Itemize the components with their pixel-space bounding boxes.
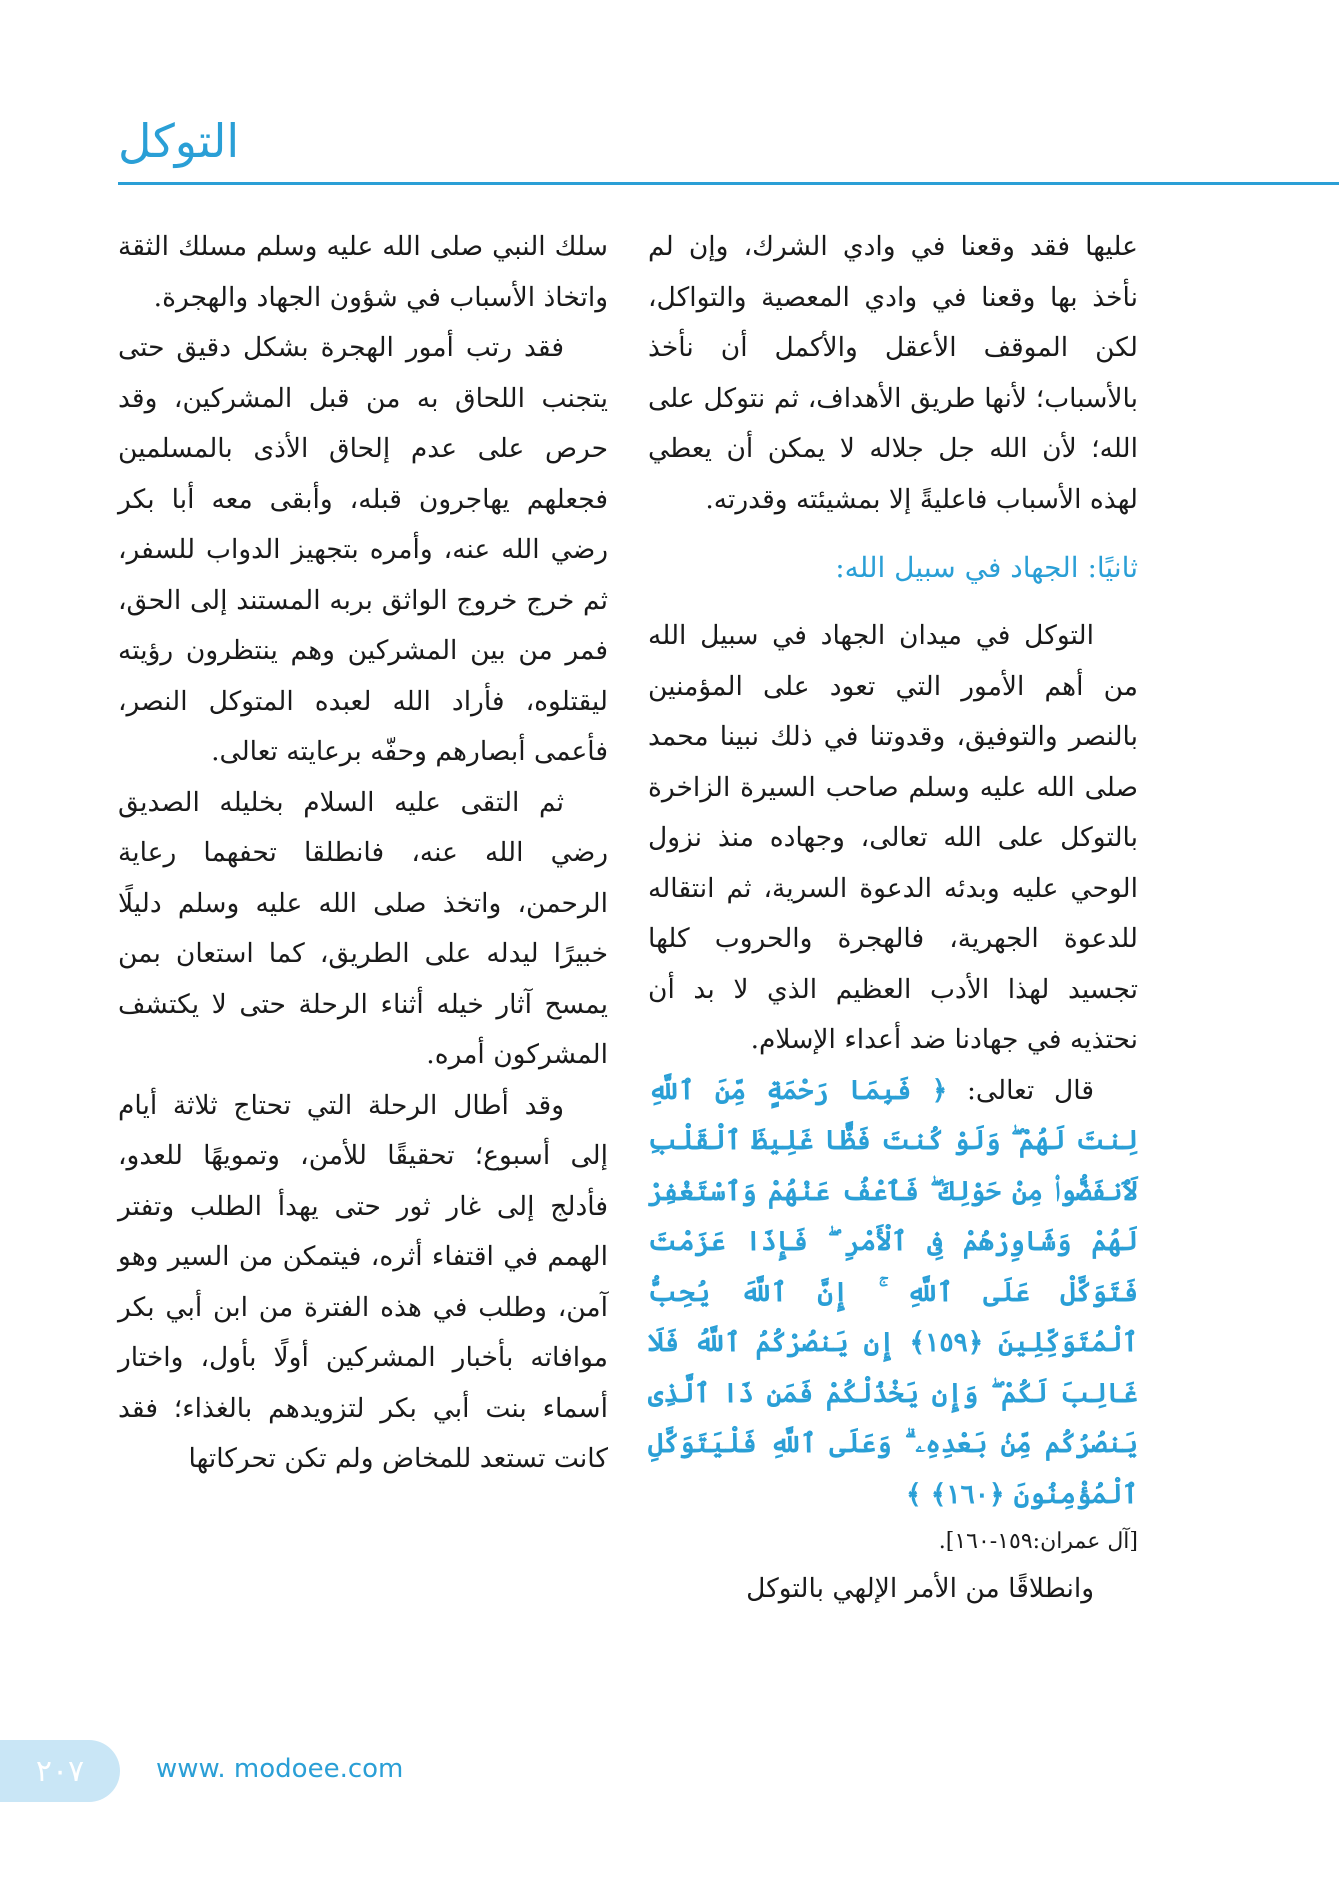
paragraph: عليها فقد وقعنا في وادي الشرك، وإن لم نأخذ بها وقعنا في وادي المعصية والتواكل، لكن الموقف الأعقل والأكمل أن نأخذ بالأسباب؛ لأنها طريق الأهداف، ثم نتوكل على الله؛ لأن الله جل جلاله لا يمكن أن يعطي لهذه الأسباب فاعليةً إلا بمشيئته وقدرته. — [648, 231, 1138, 515]
paragraph: التوكل في ميدان الجهاد في سبيل الله من أهم الأمور التي تعود على المؤمنين بالنصر والتوفيق، وقدوتنا في ذلك نبينا محمد صلى الله عليه وسلم صاحب السيرة الزاخرة بالتوكل على الله تعالى، وجهاده منذ نزول الوحي عليه وبدئه الدعوة السرية، ثم انتقاله للدعوة الجهرية، فالهجرة والحروب كلها تجسيد لهذا الأدب العظيم الذي لا بد أن نحتذيه في جهادنا ضد أعداء الإسلام. — [648, 620, 1138, 1055]
header-divider — [118, 182, 1339, 185]
paragraph: وقد أطال الرحلة التي تحتاج ثلاثة أيام إلى أسبوع؛ تحقيقًا للأمن، وتمويهًا للعدو، فأدلج إلى غار ثور حتى يهدأ الطلب وتفتر الهمم في اقتفاء أثره، فيتمكن من السير وهو آمن، وطلب في هذه الفترة من ابن أبي بكر موافاته بأخبار المشركين أولًا بأول، واختار أسماء بنت أبي بكر لتزويدهم بالغذاء؛ فقد كانت تستعد للمخاض ولم تكن تحركاتها — [118, 1089, 608, 1474]
page-title: التوكل — [118, 114, 240, 168]
left-column — [118, 222, 608, 1485]
page-number: ٢٠٧ — [35, 1753, 85, 1789]
paragraph: ثم التقى عليه السلام بخليله الصديق رضي الله عنه، فانطلقا تحفهما رعاية الرحمن، واتخذ صلى الله عليه وسلم دليلًا خبيرًا ليدله على الطريق، كما استعان بمن يمسح آثار خيله أثناء الرحلة حتى لا يكتشف المشركون أمره. — [118, 786, 608, 1070]
paragraph: وانطلاقًا من الأمر الإلهي بالتوكل — [746, 1573, 1094, 1604]
quran-verse-block — [648, 1066, 1138, 1521]
website-link[interactable]: www. modoee.com — [156, 1754, 404, 1784]
quran-verse: ﴿ فَبِمَا رَحْمَةٍ مِّنَ ٱللَّهِ لِنتَ لَهُمْ ۖ وَلَوْ كُنتَ فَظًّا غَلِيظَ ٱلْقَلْبِ لَٱنفَضُّوا۟ مِنْ حَوْلِكَ ۖ فَٱعْفُ عَنْهُمْ وَٱسْتَغْفِرْ لَهُمْ وَشَاوِرْهُمْ فِى ٱلْأَمْرِ ۖ فَإِذَا عَزَمْتَ فَتَوَكَّلْ عَلَى ٱللَّهِ ۚ إِنَّ ٱللَّهَ يُحِبُّ ٱلْمُتَوَكِّلِينَ ﴿١٥٩﴾ إِن يَنصُرْكُمُ ٱللَّهُ فَلَا غَالِبَ لَكُمْ ۖ وَإِن يَخْذُلْكُمْ فَمَن ذَا ٱلَّذِى يَنصُرُكُم مِّنۢ بَعْدِهِۦ ۗ وَعَلَى ٱللَّهِ فَلْيَتَوَكَّلِ ٱلْمُؤْمِنُونَ ﴿١٦٠﴾ ﴾ — [648, 1074, 1138, 1510]
verse-intro: قال تعالى: — [966, 1074, 1094, 1106]
page-number-tab — [0, 1740, 120, 1802]
paragraph: سلك النبي صلى الله عليه وسلم مسلك الثقة واتخاذ الأسباب في شؤون الجهاد والهجرة. — [118, 231, 608, 313]
verse-reference: [آل عمران:١٥٩-١٦٠]. — [938, 1529, 1138, 1554]
paragraph: فقد رتب أمور الهجرة بشكل دقيق حتى يتجنب اللحاق به من قبل المشركين، وقد حرص على عدم إلحاق الأذى بالمسلمين فجعلهم يهاجرون قبله، وأبقى معه أبا بكر رضي الله عنه، وأمره بتجهيز الدواب للسفر، ثم خرج خروج الواثق بربه المستند إلى الحق، فمر من بين المشركين وهم ينتظرون رؤيته ليقتلوه، فأراد الله لعبده المتوكل النصر، فأعمى أبصارهم وحفّه برعايته تعالى. — [118, 332, 608, 767]
section-heading: ثانيًا: الجهاد في سبيل الله: — [835, 551, 1138, 584]
right-column — [648, 222, 1138, 1615]
